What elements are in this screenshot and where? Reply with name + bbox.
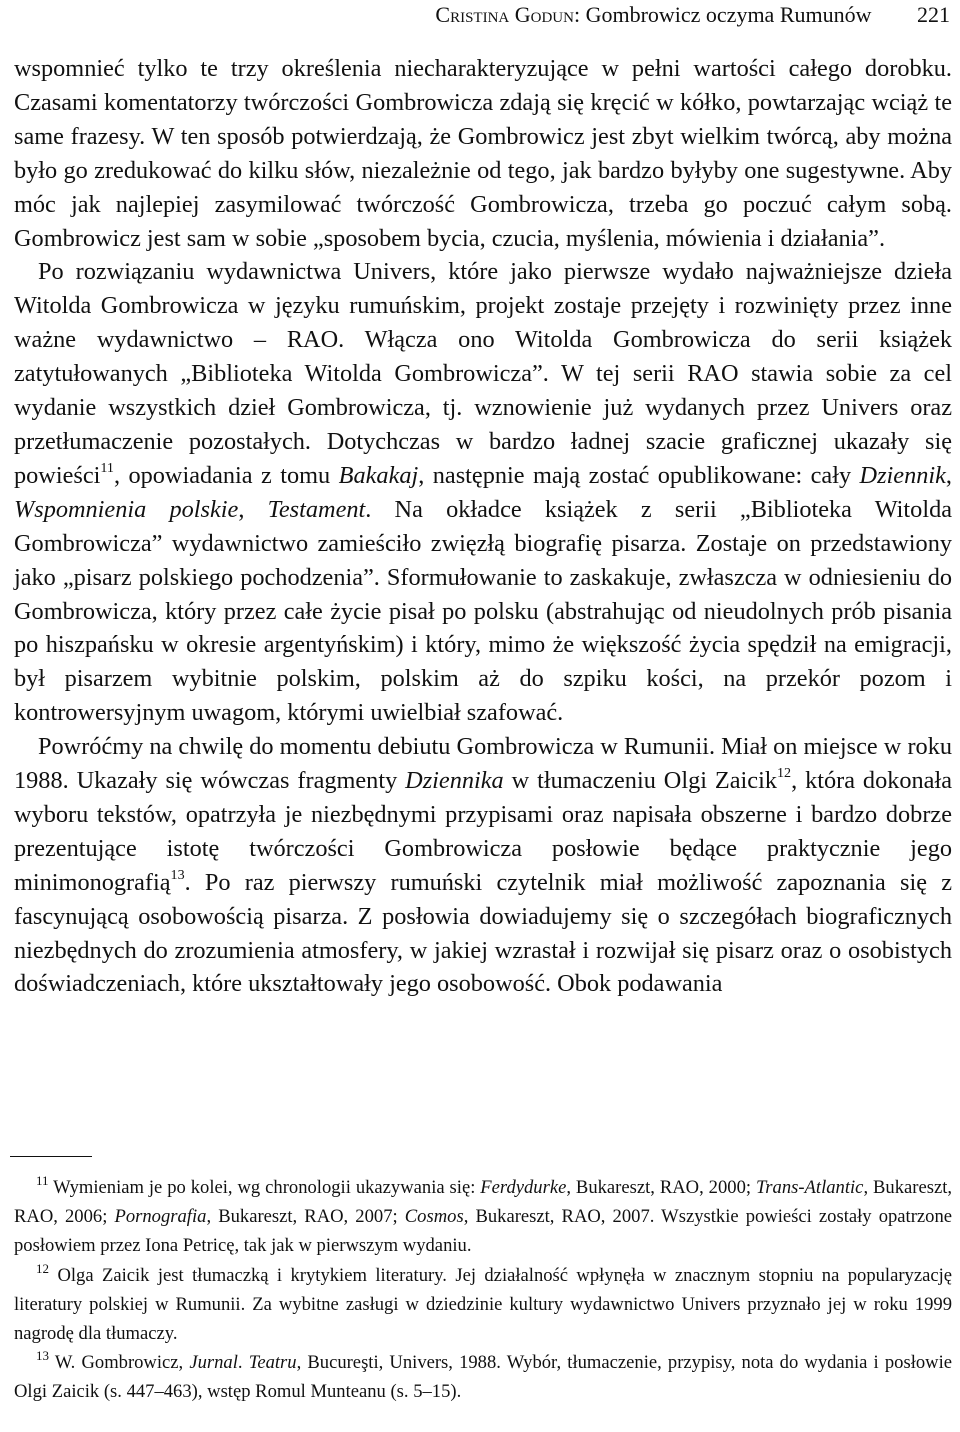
footnote-reference: 12 [776,765,792,782]
header-title: Gombrowicz oczyma Rumunów [585,2,872,27]
text-run: , która dokonała wyboru tekstów, opatrzyła je niezbędnymi przypisami oraz napisała obszerne i bardzo dobrze prezentujące istotę twórczości Gombrowicza posłowie będące praktycznie jego minimonografią [14,767,952,896]
footnote-number: 11 [36,1173,49,1189]
text-run: wspomnieć tylko te trzy określenia niecharakteryzujące w pełni wartości całego dorobku. Czasami komentatorzy twórczości Gombrowicza zdają się kręcić w kółko, powtarzając wciąż te same frazesy. W ten sposób potwierdzają, że Gombrowicz jest zbyt wielkim twórcą, aby można było go zredukować do kilku słów, niezależnie od tego, jak bardzo byłyby one sugestywne. Aby móc jak najlepiej zasymilować twórczość Gombrowicza, trzeba go poczuć całym sobą. Gombrowicz jest sam w sobie „sposobem bycia, czucia, myślenia, mówienia i działania”. [14,55,952,252]
footnote [14,1261,952,1349]
text-run: Po rozwiązaniu wydawnictwa Univers, które jako pierwsze wydało najważniejsze dzieła Witolda Gombrowicza w języku rumuńskim, projekt zostaje przejęty i rozwinięty przez inne ważne wydawnictwo – RAO. Włącza ono Witolda Gombrowicza do serii książek zatytułowanych „Biblioteka Witolda Gombrowicza”. W tej serii RAO stawia sobie za cel wydanie wszystkich dzieł Gombrowicza, tj. wznowienie już wydanych przez Univers oraz przetłumaczenie pozostałych. Dotychczas w bardzo ładnej szacie graficznej ukazały się powieści [14,258,952,489]
text-run: w tłumaczeniu Olgi Zaicik [503,767,777,795]
text-run: , opowiadania z tomu [113,461,339,489]
text-run: . [237,1352,249,1374]
footnote [14,1173,952,1261]
text-run: Wymieniam je po kolei, wg chronologii ukazywania się: [53,1177,481,1198]
text-run: Olga Zaicik jest tłumaczką i krytykiem literatury. Jej działalność wpłynęła w znacznym stopniu na popularyzację literatury polskiej w Rumunii. Za wybitne zasługi w dziedzinie kultury wydawnictwo Univers przyznało jej w roku 1999 nagrodę dla tłumaczy. [14,1264,952,1345]
footnote-number: 13 [36,1348,50,1364]
italic-title: Testament [267,495,366,523]
text-run: W. Gombrowicz, [54,1352,190,1374]
header-author: Cristina Godun: [435,2,581,27]
text-run: , Bucureşti, Univers, 1988. Wybór, tłumaczenie, przypisy, nota do wydania i posłowie Olgi Zaicik (s. 447–463), wstęp Romul Munteanu (s. 5–15). [14,1352,953,1403]
italic-title: Jurnal [189,1352,238,1374]
footnote-reference: 11 [100,460,114,477]
text-run: . Na okładce książek z serii „Biblioteka Witolda Gombrowicza” wydawnictwo zamieściło zwięzłą biografię pisarza. Zostaje on przedstawiony jako „pisarz polskiego pochodzenia”. Sformułowanie to zaskakuje, zwłaszcza w odniesieniu do Gombrowicza, który przez całe życie pisał po polsku (abstrahując od nieudolnych prób pisania po hiszpańsku w okresie argentyńskim) i który, mimo że większość życia spędził na emigracji, był pisarzem wybitnie polskim, polskim aż do szpiku kości, na przekór pozom i kontrowersyjnym uwagom, którymi uwielbiał szafować. [14,495,953,727]
italic-title: Trans-Atlantic [755,1177,864,1198]
italic-title: Bakakaj [338,461,419,489]
footnote-reference: 13 [170,867,185,884]
italic-title: Wspomnienia polskie [14,495,239,523]
italic-title: Cosmos [404,1206,464,1228]
text-run: Powróćmy na chwilę do momentu debiutu Gombrowicza w Rumunii. Miał on miejsce w roku 1988. Ukazały się wówczas fragmenty [14,733,952,795]
italic-title: Dziennik [859,461,946,489]
italic-title: Teatru [248,1352,297,1374]
italic-title: Dziennika [405,767,504,795]
text-run: , [238,495,268,523]
running-header [435,2,950,28]
paragraph [14,730,952,1001]
text-run: , [945,461,952,489]
text-run: , następnie mają zostać opublikowane: cały [418,461,860,489]
footnote-number: 12 [36,1260,50,1276]
italic-title: Ferdydurke [480,1177,567,1198]
italic-title: Pornografia [114,1206,207,1228]
paragraph [14,255,952,730]
text-run: , Bukareszt, RAO, 2006; [14,1177,953,1228]
text-run: . Po raz pierwszy rumuński czytelnik miał możliwość zapoznania się z fascynującą osobowością pisarza. Z posłowia dowiadujemy się o szczegółach biograficznych niezbędnych do zrozumienia atmosfery, w jakiej wzrastał i rozwijał się pisarz oraz o osobistych doświadczeniach, które ukształtowały jego osobowość. Obok podawania [14,868,952,998]
text-run: , Bukareszt, RAO, 2007; [206,1206,405,1228]
text-run: , Bukareszt, RAO, 2000; [566,1177,756,1198]
footnote [14,1348,952,1406]
text-run: , Bukareszt, RAO, 2007. Wszystkie powieści zostały opatrzone posłowiem przez Iona Petricę, tak jak w pierwszym wydaniu. [14,1206,953,1257]
paragraph [14,52,952,255]
footnotes [14,1173,952,1407]
body-text [14,52,952,1001]
footnote-separator [10,1156,92,1157]
page-number: 221 [917,2,950,27]
